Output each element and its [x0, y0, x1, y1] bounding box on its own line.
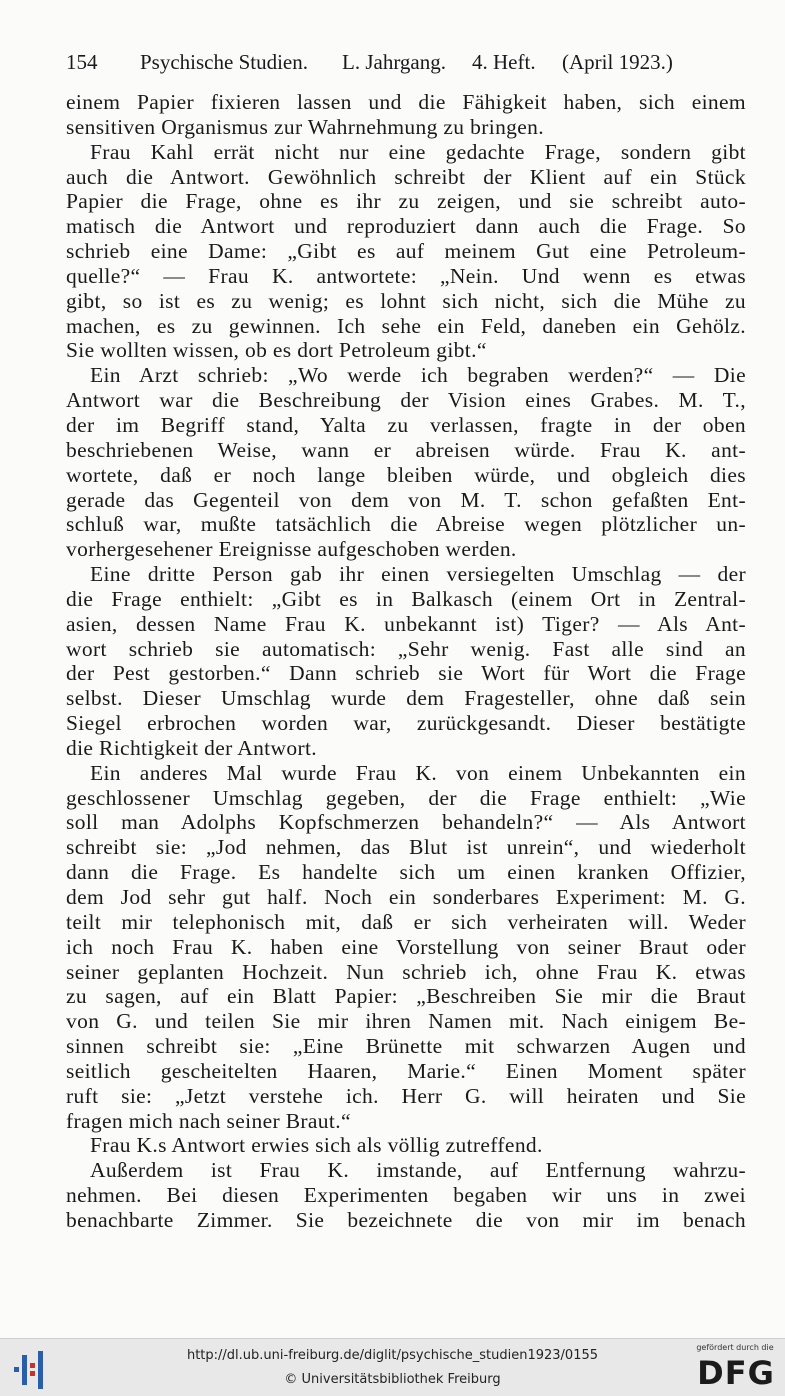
text-line: geschlossener Umschlag gegeben, der die Frage enthielt: „Wie: [66, 785, 746, 810]
sponsor-tagline: gefördert durch die: [696, 1343, 774, 1352]
text-line: auch die Antwort. Gewöhnlich schreibt der Klient auf ein Stück: [66, 164, 746, 189]
text-line: Ein Arzt schrieb: „Wo werde ich begraben werden?“ — Die: [90, 363, 746, 388]
text-line: die Frage enthielt: „Gibt es in Balkasch (einem Ort in Zentral-: [66, 586, 746, 611]
text-line: von G. und teilen Sie mir ihren Namen mit. Nach einigem Be-: [66, 1009, 746, 1034]
dfg-logo: [690, 1343, 780, 1393]
text-line: wort schrieb sie automatisch: „Sehr wenig. Fast alle sind an: [66, 636, 746, 661]
text-line: matisch die Antwort und reproduziert dann auch die Frage. So: [66, 214, 746, 239]
text-line: sensitiven Organismus zur Wahrnehmung zu bringen.: [66, 114, 544, 139]
footer-bar: [0, 1338, 785, 1396]
text-line: gerade das Gegenteil von dem von M. T. schon gefaßten Ent-: [66, 487, 746, 512]
text-line: die Richtigkeit der Antwort.: [66, 735, 318, 760]
text-line: benachbarte Zimmer. Sie bezeichnete die von mir im benach: [66, 1207, 746, 1232]
text-line: dem Jod sehr gut half. Noch ein sonderbares Experiment: M. G.: [66, 885, 746, 909]
text-line: Siegel erbrochen worden war, zurückgesandt. Dieser bestätigte: [66, 711, 746, 736]
text-line: zu sagen, auf ein Blatt Papier: „Beschreiben Sie mir die Braut: [66, 984, 746, 1009]
text-line: Eine dritte Person gab ihr einen versiegelten Umschlag — der: [90, 562, 746, 587]
text-line: teilt mir telephonisch mit, daß er sich verheiraten will. Weder: [66, 909, 746, 934]
text-line: wortete, daß er noch lange bleiben würde, und obgleich dies: [66, 462, 746, 487]
text-line: Frau K.s Antwort erwies sich als völlig zutreffend.: [90, 1133, 543, 1158]
text-line: beschriebenen Weise, wann er abreisen würde. Frau K. ant-: [66, 437, 746, 462]
page-number: 154: [66, 50, 98, 74]
text-line: vorhergesehener Ereignisse aufgeschoben werden.: [66, 537, 517, 562]
text-line: ruft sie: „Jetzt verstehe ich. Herr G. will heiraten und Sie: [66, 1083, 746, 1108]
text-line: fragen mich nach seiner Braut.“: [66, 1108, 351, 1133]
text-line: gibt, so ist es zu wenig; es lohnt sich nicht, sich die Mühe zu: [66, 288, 746, 313]
text-line: der Pest gestorben.“ Dann schrieb sie Wort für Wort die Frage: [66, 661, 746, 686]
text-line: Ein anderes Mal wurde Frau K. von einem Unbekannten ein: [90, 760, 746, 785]
issue-label: 4. Heft.: [472, 50, 536, 74]
text-line: nehmen. Bei diesen Experimenten begaben wir uns in zwei: [66, 1183, 746, 1208]
text-line: Außerdem ist Frau K. imstande, auf Entfernung wahrzu-: [90, 1158, 746, 1183]
text-line: Frau Kahl errät nicht nur eine gedachte Frage, sondern gibt: [90, 139, 746, 164]
text-line: dann die Frage. Es handelte sich um einen kranken Offizier,: [66, 860, 746, 885]
dfg-logo-text: DFG: [697, 1354, 775, 1392]
issue-date: (April 1923.): [562, 50, 673, 74]
text-line: Sie wollten wissen, ob es dort Petroleum gibt.“: [66, 338, 487, 363]
text-line: Antwort war die Beschreibung der Vision eines Grabes. M. T.,: [66, 388, 746, 413]
text-line: ich noch Frau K. haben eine Vorstellung von seiner Braut oder: [66, 934, 746, 959]
text-line: Papier die Frage, ohne es ihr zu zeigen, und sie schreibt auto-: [66, 189, 746, 214]
volume-label: L. Jahrgang.: [342, 50, 447, 74]
text-line: der im Begriff stand, Yalta zu verlassen, fragte in der oben: [66, 412, 746, 437]
copyright-notice: © Universitätsbibliothek Freiburg: [284, 1372, 501, 1387]
running-header: [66, 50, 686, 80]
text-line: quelle?“ — Frau K. antwortete: „Nein. Und wenn es etwas: [66, 263, 746, 288]
text-line: schluß war, mußte tatsächlich die Abreise wegen plötzlicher un-: [66, 512, 746, 537]
text-line: schreibt sie: „Jod nehmen, das Blut ist unrein“, und wiederholt: [66, 835, 746, 860]
text-line: seiner geplanten Hochzeit. Nun schrieb ich, ohne Frau K. etwas: [66, 959, 746, 984]
journal-title: Psychische Studien.: [140, 50, 308, 74]
body-text: [66, 90, 746, 1233]
text-line: seitlich gescheitelten Haaren, Marie.“ Einen Moment später: [66, 1058, 746, 1083]
text-line: asien, dessen Name Frau K. unbekannt ist) Tiger? — Als Ant-: [66, 611, 746, 636]
source-url-link[interactable]: http://dl.ub.uni-freiburg.de/diglit/psychische_studien1923/0155: [186, 1348, 599, 1363]
text-line: einem Papier fixieren lassen und die Fähigkeit haben, sich einem: [66, 90, 746, 114]
text-line: schrieb eine Dame: „Gibt es auf meinem Gut eine Petroleum-: [66, 239, 746, 264]
text-line: sinnen schreibt sie: „Eine Brünette mit schwarzen Augen und: [66, 1034, 746, 1059]
text-line: machen, es zu gewinnen. Ich sehe ein Feld, daneben ein Gehölz.: [66, 313, 746, 338]
text-line: soll man Adolphs Kopfschmerzen behandeln?“ — Als Antwort: [66, 810, 746, 835]
text-line: selbst. Dieser Umschlag wurde dem Fragesteller, ohne daß sein: [66, 686, 746, 711]
